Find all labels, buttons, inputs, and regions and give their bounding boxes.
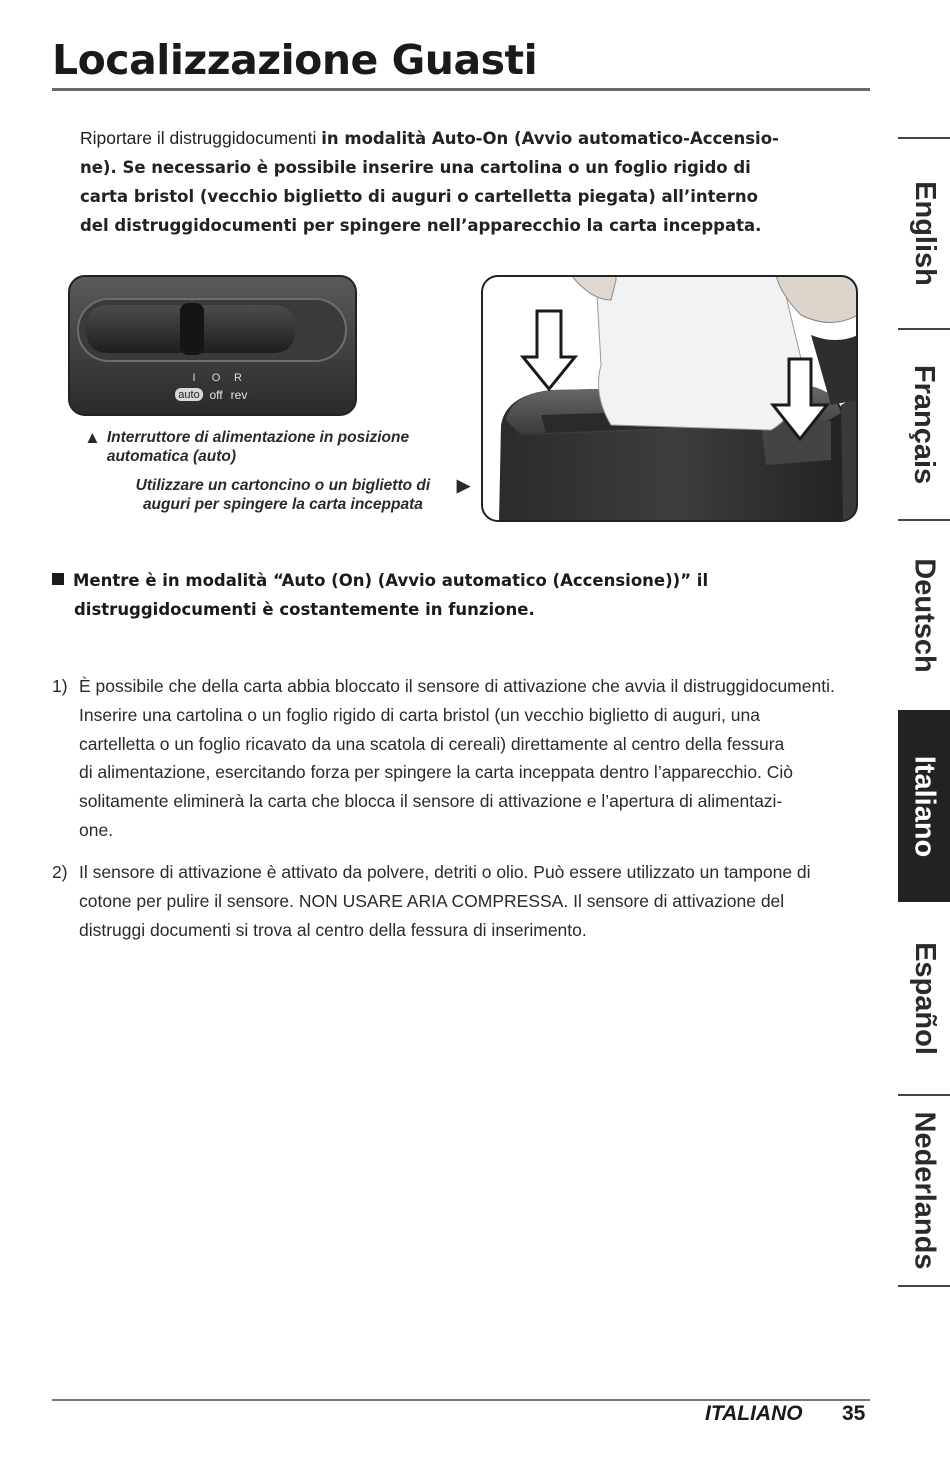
tab-label: Deutsch xyxy=(908,558,941,673)
intro-bold-line: carta bristol (vecchio biglietto di auguri o cartelletta piegata) all’interno xyxy=(80,187,758,206)
page-title: Localizzazione Guasti xyxy=(52,36,538,84)
triangle-right-icon: ▶ xyxy=(456,476,470,495)
tab-label: Español xyxy=(908,942,941,1055)
card-caption xyxy=(100,476,470,514)
list-item xyxy=(52,858,872,944)
tab-label: English xyxy=(908,181,941,286)
switch-symbol-o: O xyxy=(211,372,221,384)
switch-symbol-r: R xyxy=(234,372,242,384)
list-item-line: distruggi documenti si trova al centro della fessura di inserimento. xyxy=(79,919,587,940)
list-item-line: solitamente eliminerà la carta che blocca il sensore di attivazione e l’apertura di alimentazi- xyxy=(79,791,783,812)
tab-deutsch[interactable] xyxy=(898,521,950,710)
square-bullet-icon xyxy=(52,573,64,585)
intro-bold-line: del distruggidocumenti per spingere nell’apparecchio la carta inceppata. xyxy=(80,216,762,235)
note-line: distruggidocumenti è costantemente in funzione. xyxy=(74,600,535,619)
intro-paragraph xyxy=(80,124,860,240)
tab-label: Nederlands xyxy=(908,1111,941,1270)
shredder-photo xyxy=(481,275,858,522)
list-item-line: Il sensore di attivazione è attivato da polvere, detriti o olio. Può essere utilizzato un tampone di xyxy=(79,862,811,882)
footer-language: ITALIANO xyxy=(705,1402,803,1425)
card-caption-line: auguri per spingere la carta inceppata xyxy=(142,496,423,513)
intro-plain-text: Riportare il distruggidocumenti xyxy=(80,128,322,148)
title-divider xyxy=(52,88,870,91)
card-caption-line: Utilizzare un cartoncino o un biglietto di xyxy=(135,477,431,494)
list-item-line: cotone per pulire il sensore. NON USARE ARIA COMPRESSA. Il sensore di attivazione del xyxy=(79,890,785,911)
tab-nederlands[interactable] xyxy=(898,1096,950,1285)
list-item-line: di alimentazione, esercitando forza per spingere la carta inceppata dentro l’apparecchio. Ciò xyxy=(79,762,794,783)
switch-label-auto: auto xyxy=(178,389,200,401)
tab-english[interactable] xyxy=(898,139,950,328)
auto-mode-note xyxy=(52,566,842,624)
list-item-line: Inserire una cartolina o un foglio rigido di carta bristol (un vecchio biglietto di auguri, una xyxy=(79,704,760,725)
switch-caption-line: automatica (auto) xyxy=(106,448,237,465)
power-switch-photo xyxy=(68,275,357,416)
tab-label: Français xyxy=(908,364,941,485)
switch-caption xyxy=(84,428,467,466)
intro-bold-line: ne). Se necessario è possibile inserire una cartolina o un foglio rigido di xyxy=(80,158,751,177)
page-number: 35 xyxy=(842,1402,866,1425)
switch-caption-line: Interruttore di alimentazione in posizione xyxy=(106,429,410,446)
list-item xyxy=(52,672,872,845)
list-item-number: 1) xyxy=(52,676,68,696)
switch-symbol-i: I xyxy=(192,372,196,384)
tab-francais[interactable] xyxy=(898,330,950,519)
triangle-up-icon: ▲ xyxy=(84,428,101,447)
tab-italiano[interactable] xyxy=(898,710,950,902)
switch-label-rev: rev xyxy=(230,388,248,402)
intro-bold-line: in modalità Auto-On (Avvio automatico-Accensio- xyxy=(321,129,779,148)
list-item-number: 2) xyxy=(52,862,68,882)
tab-espanol[interactable] xyxy=(898,904,950,1093)
switch-label-off: off xyxy=(209,388,223,402)
note-line: Mentre è in modalità “Auto (On) (Avvio automatico (Accensione))” il xyxy=(73,571,709,590)
tab-divider xyxy=(898,1285,950,1287)
tab-label: Italiano xyxy=(908,755,941,857)
list-item-line: cartelletta o un foglio ricavato da una scatola di cereali) direttamente al centro della fessura xyxy=(79,733,785,754)
footer-divider xyxy=(52,1399,870,1401)
list-item-line: È possibile che della carta abbia bloccato il sensore di attivazione che avvia il distruggidocumenti. xyxy=(79,676,835,696)
list-item-line: one. xyxy=(79,819,114,840)
